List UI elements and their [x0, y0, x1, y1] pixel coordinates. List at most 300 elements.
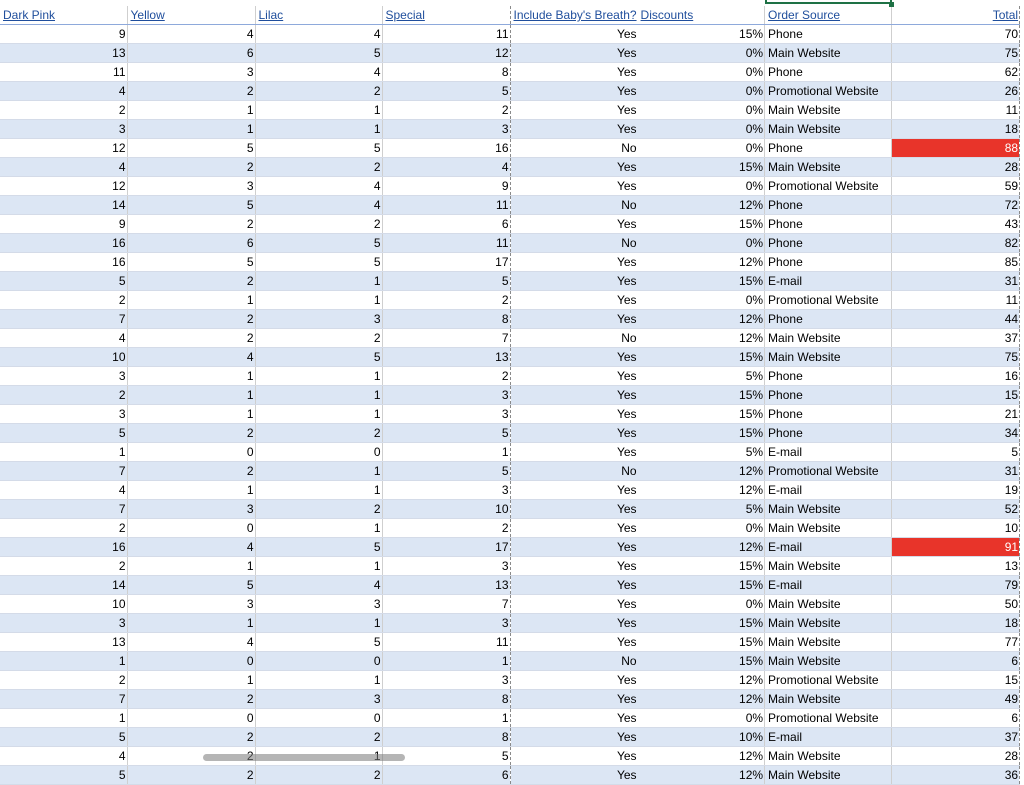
- cell-include-babys-breath[interactable]: Yes: [510, 766, 638, 785]
- cell-total[interactable]: 10: [892, 519, 1020, 538]
- cell-order-source[interactable]: Main Website: [765, 747, 892, 766]
- cell-discounts[interactable]: 12%: [638, 538, 765, 557]
- cell-yellow[interactable]: 2: [127, 158, 255, 177]
- cell-lilac[interactable]: 5: [255, 234, 382, 253]
- cell-discounts[interactable]: 15%: [638, 215, 765, 234]
- cell-total[interactable]: 18: [892, 614, 1020, 633]
- cell-dark-pink[interactable]: 14: [0, 196, 127, 215]
- cell-total[interactable]: 37: [892, 728, 1020, 747]
- cell-include-babys-breath[interactable]: Yes: [510, 386, 638, 405]
- cell-dark-pink[interactable]: 10: [0, 595, 127, 614]
- cell-special[interactable]: 11: [382, 234, 510, 253]
- cell-dark-pink[interactable]: 12: [0, 177, 127, 196]
- cell-include-babys-breath[interactable]: Yes: [510, 557, 638, 576]
- horizontal-scrollbar[interactable]: [203, 754, 405, 761]
- cell-total[interactable]: 77: [892, 633, 1020, 652]
- cell-special[interactable]: 6: [382, 215, 510, 234]
- cell-include-babys-breath[interactable]: No: [510, 139, 638, 158]
- cell-lilac[interactable]: 4: [255, 63, 382, 82]
- cell-yellow[interactable]: 1: [127, 481, 255, 500]
- cell-lilac[interactable]: 2: [255, 158, 382, 177]
- cell-dark-pink[interactable]: 9: [0, 215, 127, 234]
- cell-order-source[interactable]: Main Website: [765, 120, 892, 139]
- cell-special[interactable]: 5: [382, 424, 510, 443]
- cell-special[interactable]: 3: [382, 614, 510, 633]
- cell-include-babys-breath[interactable]: Yes: [510, 101, 638, 120]
- cell-include-babys-breath[interactable]: Yes: [510, 367, 638, 386]
- header-yellow[interactable]: Yellow: [127, 6, 255, 25]
- cell-total[interactable]: 15: [892, 386, 1020, 405]
- cell-include-babys-breath[interactable]: No: [510, 329, 638, 348]
- cell-lilac[interactable]: 2: [255, 500, 382, 519]
- cell-dark-pink[interactable]: 4: [0, 82, 127, 101]
- cell-special[interactable]: 8: [382, 690, 510, 709]
- cell-order-source[interactable]: Main Website: [765, 348, 892, 367]
- cell-include-babys-breath[interactable]: Yes: [510, 405, 638, 424]
- cell-total[interactable]: 50: [892, 595, 1020, 614]
- cell-order-source[interactable]: E-mail: [765, 272, 892, 291]
- cell-include-babys-breath[interactable]: Yes: [510, 215, 638, 234]
- cell-include-babys-breath[interactable]: Yes: [510, 481, 638, 500]
- cell-order-source[interactable]: Promotional Website: [765, 82, 892, 101]
- cell-special[interactable]: 13: [382, 576, 510, 595]
- cell-lilac[interactable]: 1: [255, 101, 382, 120]
- header-lilac[interactable]: Lilac: [255, 6, 382, 25]
- cell-order-source[interactable]: Main Website: [765, 329, 892, 348]
- cell-discounts[interactable]: 12%: [638, 462, 765, 481]
- cell-special[interactable]: 11: [382, 25, 510, 44]
- cell-include-babys-breath[interactable]: Yes: [510, 690, 638, 709]
- cell-order-source[interactable]: Phone: [765, 139, 892, 158]
- cell-discounts[interactable]: 15%: [638, 652, 765, 671]
- cell-order-source[interactable]: Main Website: [765, 595, 892, 614]
- cell-order-source[interactable]: Promotional Website: [765, 671, 892, 690]
- cell-include-babys-breath[interactable]: Yes: [510, 519, 638, 538]
- cell-include-babys-breath[interactable]: Yes: [510, 633, 638, 652]
- cell-yellow[interactable]: 1: [127, 671, 255, 690]
- cell-lilac[interactable]: 2: [255, 215, 382, 234]
- cell-dark-pink[interactable]: 4: [0, 329, 127, 348]
- cell-discounts[interactable]: 15%: [638, 557, 765, 576]
- cell-yellow[interactable]: 2: [127, 272, 255, 291]
- cell-special[interactable]: 2: [382, 519, 510, 538]
- cell-total[interactable]: 26: [892, 82, 1020, 101]
- cell-discounts[interactable]: 0%: [638, 234, 765, 253]
- cell-special[interactable]: 13: [382, 348, 510, 367]
- cell-yellow[interactable]: 1: [127, 386, 255, 405]
- header-discounts[interactable]: Discounts: [638, 6, 765, 25]
- cell-dark-pink[interactable]: 5: [0, 272, 127, 291]
- cell-discounts[interactable]: 15%: [638, 405, 765, 424]
- cell-yellow[interactable]: 2: [127, 82, 255, 101]
- cell-include-babys-breath[interactable]: Yes: [510, 348, 638, 367]
- cell-special[interactable]: 1: [382, 709, 510, 728]
- cell-order-source[interactable]: Main Website: [765, 557, 892, 576]
- cell-discounts[interactable]: 12%: [638, 766, 765, 785]
- cell-dark-pink[interactable]: 1: [0, 709, 127, 728]
- cell-special[interactable]: 3: [382, 386, 510, 405]
- cell-yellow[interactable]: 4: [127, 348, 255, 367]
- cell-yellow[interactable]: 1: [127, 405, 255, 424]
- cell-lilac[interactable]: 4: [255, 25, 382, 44]
- cell-total[interactable]: 19: [892, 481, 1020, 500]
- cell-yellow[interactable]: 3: [127, 595, 255, 614]
- cell-yellow[interactable]: 1: [127, 614, 255, 633]
- cell-special[interactable]: 5: [382, 747, 510, 766]
- cell-lilac[interactable]: 2: [255, 728, 382, 747]
- cell-yellow[interactable]: 0: [127, 443, 255, 462]
- cell-dark-pink[interactable]: 12: [0, 139, 127, 158]
- cell-dark-pink[interactable]: 13: [0, 44, 127, 63]
- cell-yellow[interactable]: 2: [127, 462, 255, 481]
- cell-dark-pink[interactable]: 4: [0, 158, 127, 177]
- cell-lilac[interactable]: 3: [255, 690, 382, 709]
- cell-order-source[interactable]: Phone: [765, 405, 892, 424]
- cell-special[interactable]: 11: [382, 196, 510, 215]
- header-dark-pink[interactable]: Dark Pink: [0, 6, 127, 25]
- cell-special[interactable]: 8: [382, 310, 510, 329]
- cell-total[interactable]: 91: [892, 538, 1020, 557]
- cell-discounts[interactable]: 0%: [638, 595, 765, 614]
- cell-include-babys-breath[interactable]: Yes: [510, 595, 638, 614]
- cell-dark-pink[interactable]: 16: [0, 253, 127, 272]
- cell-total[interactable]: 85: [892, 253, 1020, 272]
- cell-special[interactable]: 4: [382, 158, 510, 177]
- cell-lilac[interactable]: 1: [255, 120, 382, 139]
- cell-order-source[interactable]: Phone: [765, 386, 892, 405]
- cell-include-babys-breath[interactable]: Yes: [510, 424, 638, 443]
- cell-special[interactable]: 12: [382, 44, 510, 63]
- cell-order-source[interactable]: Phone: [765, 25, 892, 44]
- cell-include-babys-breath[interactable]: Yes: [510, 25, 638, 44]
- cell-total[interactable]: 11: [892, 291, 1020, 310]
- cell-order-source[interactable]: Phone: [765, 310, 892, 329]
- cell-dark-pink[interactable]: 1: [0, 443, 127, 462]
- cell-yellow[interactable]: 5: [127, 139, 255, 158]
- cell-include-babys-breath[interactable]: Yes: [510, 500, 638, 519]
- cell-special[interactable]: 9: [382, 177, 510, 196]
- cell-total[interactable]: 15: [892, 671, 1020, 690]
- cell-discounts[interactable]: 12%: [638, 310, 765, 329]
- cell-order-source[interactable]: Main Website: [765, 614, 892, 633]
- cell-total[interactable]: 72: [892, 196, 1020, 215]
- cell-order-source[interactable]: E-mail: [765, 538, 892, 557]
- cell-order-source[interactable]: Promotional Website: [765, 462, 892, 481]
- cell-dark-pink[interactable]: 14: [0, 576, 127, 595]
- cell-lilac[interactable]: 1: [255, 557, 382, 576]
- cell-dark-pink[interactable]: 11: [0, 63, 127, 82]
- cell-order-source[interactable]: E-mail: [765, 443, 892, 462]
- cell-lilac[interactable]: 1: [255, 272, 382, 291]
- cell-discounts[interactable]: 12%: [638, 690, 765, 709]
- cell-discounts[interactable]: 15%: [638, 348, 765, 367]
- cell-order-source[interactable]: Main Website: [765, 158, 892, 177]
- cell-include-babys-breath[interactable]: Yes: [510, 272, 638, 291]
- cell-yellow[interactable]: 3: [127, 63, 255, 82]
- cell-special[interactable]: 3: [382, 671, 510, 690]
- cell-lilac[interactable]: 4: [255, 177, 382, 196]
- cell-order-source[interactable]: Main Website: [765, 652, 892, 671]
- cell-yellow[interactable]: 2: [127, 766, 255, 785]
- cell-total[interactable]: 6: [892, 652, 1020, 671]
- cell-discounts[interactable]: 15%: [638, 386, 765, 405]
- cell-order-source[interactable]: Phone: [765, 253, 892, 272]
- cell-special[interactable]: 10: [382, 500, 510, 519]
- cell-order-source[interactable]: Phone: [765, 367, 892, 386]
- cell-order-source[interactable]: Promotional Website: [765, 291, 892, 310]
- cell-yellow[interactable]: 5: [127, 253, 255, 272]
- header-order-source[interactable]: Order Source: [765, 6, 892, 25]
- cell-include-babys-breath[interactable]: Yes: [510, 614, 638, 633]
- cell-total[interactable]: 34: [892, 424, 1020, 443]
- cell-dark-pink[interactable]: 16: [0, 538, 127, 557]
- cell-discounts[interactable]: 0%: [638, 177, 765, 196]
- cell-discounts[interactable]: 5%: [638, 367, 765, 386]
- cell-special[interactable]: 1: [382, 652, 510, 671]
- cell-special[interactable]: 16: [382, 139, 510, 158]
- cell-yellow[interactable]: 2: [127, 728, 255, 747]
- cell-yellow[interactable]: 4: [127, 25, 255, 44]
- cell-dark-pink[interactable]: 2: [0, 671, 127, 690]
- cell-yellow[interactable]: 1: [127, 291, 255, 310]
- cell-special[interactable]: 17: [382, 253, 510, 272]
- cell-dark-pink[interactable]: 2: [0, 386, 127, 405]
- cell-special[interactable]: 3: [382, 557, 510, 576]
- cell-include-babys-breath[interactable]: Yes: [510, 253, 638, 272]
- cell-order-source[interactable]: Phone: [765, 215, 892, 234]
- cell-lilac[interactable]: 1: [255, 614, 382, 633]
- cell-include-babys-breath[interactable]: Yes: [510, 310, 638, 329]
- header-special[interactable]: Special: [382, 6, 510, 25]
- cell-order-source[interactable]: Main Website: [765, 44, 892, 63]
- cell-special[interactable]: 2: [382, 291, 510, 310]
- cell-yellow[interactable]: 1: [127, 367, 255, 386]
- cell-special[interactable]: 3: [382, 481, 510, 500]
- cell-include-babys-breath[interactable]: Yes: [510, 671, 638, 690]
- cell-discounts[interactable]: 12%: [638, 671, 765, 690]
- cell-discounts[interactable]: 12%: [638, 329, 765, 348]
- cell-dark-pink[interactable]: 3: [0, 405, 127, 424]
- cell-yellow[interactable]: 6: [127, 44, 255, 63]
- cell-include-babys-breath[interactable]: Yes: [510, 709, 638, 728]
- cell-total[interactable]: 75: [892, 348, 1020, 367]
- cell-yellow[interactable]: 0: [127, 652, 255, 671]
- cell-special[interactable]: 6: [382, 766, 510, 785]
- cell-yellow[interactable]: 2: [127, 690, 255, 709]
- cell-special[interactable]: 3: [382, 120, 510, 139]
- cell-yellow[interactable]: 1: [127, 101, 255, 120]
- cell-dark-pink[interactable]: 7: [0, 310, 127, 329]
- cell-lilac[interactable]: 1: [255, 671, 382, 690]
- cell-yellow[interactable]: 3: [127, 500, 255, 519]
- cell-lilac[interactable]: 5: [255, 633, 382, 652]
- cell-special[interactable]: 17: [382, 538, 510, 557]
- cell-discounts[interactable]: 0%: [638, 519, 765, 538]
- cell-discounts[interactable]: 0%: [638, 44, 765, 63]
- cell-special[interactable]: 5: [382, 462, 510, 481]
- cell-yellow[interactable]: 0: [127, 519, 255, 538]
- cell-include-babys-breath[interactable]: Yes: [510, 82, 638, 101]
- header-total[interactable]: Total: [892, 6, 1020, 25]
- cell-dark-pink[interactable]: 13: [0, 633, 127, 652]
- cell-total[interactable]: 88: [892, 139, 1020, 158]
- cell-discounts[interactable]: 5%: [638, 500, 765, 519]
- cell-special[interactable]: 3: [382, 405, 510, 424]
- cell-total[interactable]: 82: [892, 234, 1020, 253]
- cell-order-source[interactable]: Phone: [765, 424, 892, 443]
- cell-lilac[interactable]: 2: [255, 766, 382, 785]
- cell-lilac[interactable]: 1: [255, 519, 382, 538]
- cell-lilac[interactable]: 1: [255, 481, 382, 500]
- cell-dark-pink[interactable]: 16: [0, 234, 127, 253]
- cell-special[interactable]: 2: [382, 101, 510, 120]
- cell-include-babys-breath[interactable]: Yes: [510, 747, 638, 766]
- cell-special[interactable]: 7: [382, 329, 510, 348]
- cell-include-babys-breath[interactable]: Yes: [510, 728, 638, 747]
- cell-total[interactable]: 16: [892, 367, 1020, 386]
- cell-discounts[interactable]: 12%: [638, 253, 765, 272]
- cell-total[interactable]: 21: [892, 405, 1020, 424]
- cell-dark-pink[interactable]: 2: [0, 519, 127, 538]
- cell-lilac[interactable]: 1: [255, 462, 382, 481]
- cell-yellow[interactable]: 5: [127, 576, 255, 595]
- cell-discounts[interactable]: 0%: [638, 709, 765, 728]
- cell-dark-pink[interactable]: 5: [0, 424, 127, 443]
- cell-dark-pink[interactable]: 2: [0, 557, 127, 576]
- cell-total[interactable]: 31: [892, 272, 1020, 291]
- cell-special[interactable]: 2: [382, 367, 510, 386]
- cell-total[interactable]: 43: [892, 215, 1020, 234]
- cell-yellow[interactable]: 2: [127, 329, 255, 348]
- cell-discounts[interactable]: 15%: [638, 424, 765, 443]
- cell-yellow[interactable]: 2: [127, 215, 255, 234]
- cell-lilac[interactable]: 1: [255, 405, 382, 424]
- cell-yellow[interactable]: 6: [127, 234, 255, 253]
- cell-dark-pink[interactable]: 7: [0, 462, 127, 481]
- cell-lilac[interactable]: 0: [255, 709, 382, 728]
- cell-lilac[interactable]: 0: [255, 652, 382, 671]
- cell-include-babys-breath[interactable]: Yes: [510, 44, 638, 63]
- cell-order-source[interactable]: Main Website: [765, 101, 892, 120]
- cell-special[interactable]: 11: [382, 633, 510, 652]
- cell-discounts[interactable]: 0%: [638, 82, 765, 101]
- cell-include-babys-breath[interactable]: Yes: [510, 291, 638, 310]
- cell-order-source[interactable]: Promotional Website: [765, 177, 892, 196]
- cell-total[interactable]: 31: [892, 462, 1020, 481]
- cell-total[interactable]: 28: [892, 158, 1020, 177]
- cell-special[interactable]: 8: [382, 728, 510, 747]
- cell-include-babys-breath[interactable]: No: [510, 462, 638, 481]
- cell-lilac[interactable]: 5: [255, 139, 382, 158]
- cell-include-babys-breath[interactable]: No: [510, 196, 638, 215]
- cell-lilac[interactable]: 4: [255, 196, 382, 215]
- cell-dark-pink[interactable]: 1: [0, 652, 127, 671]
- cell-discounts[interactable]: 12%: [638, 196, 765, 215]
- cell-discounts[interactable]: 0%: [638, 120, 765, 139]
- cell-dark-pink[interactable]: 2: [0, 291, 127, 310]
- cell-yellow[interactable]: 2: [127, 424, 255, 443]
- cell-special[interactable]: 8: [382, 63, 510, 82]
- cell-discounts[interactable]: 15%: [638, 25, 765, 44]
- cell-order-source[interactable]: Promotional Website: [765, 709, 892, 728]
- cell-lilac[interactable]: 2: [255, 424, 382, 443]
- cell-discounts[interactable]: 15%: [638, 158, 765, 177]
- cell-dark-pink[interactable]: 4: [0, 481, 127, 500]
- cell-include-babys-breath[interactable]: No: [510, 234, 638, 253]
- cell-dark-pink[interactable]: 4: [0, 747, 127, 766]
- cell-order-source[interactable]: Main Website: [765, 690, 892, 709]
- cell-yellow[interactable]: 1: [127, 557, 255, 576]
- cell-lilac[interactable]: 4: [255, 576, 382, 595]
- cell-discounts[interactable]: 0%: [638, 63, 765, 82]
- cell-discounts[interactable]: 5%: [638, 443, 765, 462]
- cell-order-source[interactable]: E-mail: [765, 576, 892, 595]
- cell-total[interactable]: 18: [892, 120, 1020, 139]
- cell-special[interactable]: 1: [382, 443, 510, 462]
- cell-total[interactable]: 37: [892, 329, 1020, 348]
- cell-order-source[interactable]: Main Website: [765, 633, 892, 652]
- cell-lilac[interactable]: 5: [255, 253, 382, 272]
- cell-discounts[interactable]: 15%: [638, 614, 765, 633]
- cell-total[interactable]: 62: [892, 63, 1020, 82]
- cell-yellow[interactable]: 1: [127, 120, 255, 139]
- cell-yellow[interactable]: 4: [127, 538, 255, 557]
- cell-discounts[interactable]: 12%: [638, 747, 765, 766]
- cell-dark-pink[interactable]: 9: [0, 25, 127, 44]
- cell-total[interactable]: 6: [892, 709, 1020, 728]
- cell-order-source[interactable]: Main Website: [765, 500, 892, 519]
- cell-discounts[interactable]: 15%: [638, 576, 765, 595]
- cell-lilac[interactable]: 5: [255, 538, 382, 557]
- cell-order-source[interactable]: Phone: [765, 234, 892, 253]
- cell-total[interactable]: 79: [892, 576, 1020, 595]
- cell-include-babys-breath[interactable]: No: [510, 652, 638, 671]
- cell-lilac[interactable]: 1: [255, 367, 382, 386]
- cell-order-source[interactable]: Phone: [765, 63, 892, 82]
- cell-total[interactable]: 44: [892, 310, 1020, 329]
- cell-total[interactable]: 13: [892, 557, 1020, 576]
- cell-include-babys-breath[interactable]: Yes: [510, 538, 638, 557]
- cell-dark-pink[interactable]: 3: [0, 367, 127, 386]
- cell-total[interactable]: 75: [892, 44, 1020, 63]
- cell-special[interactable]: 7: [382, 595, 510, 614]
- cell-order-source[interactable]: Phone: [765, 196, 892, 215]
- cell-discounts[interactable]: 0%: [638, 291, 765, 310]
- cell-order-source[interactable]: Main Website: [765, 766, 892, 785]
- header-include-babys-breath[interactable]: Include Baby's Breath?: [510, 6, 638, 25]
- cell-total[interactable]: 52: [892, 500, 1020, 519]
- cell-total[interactable]: 11: [892, 101, 1020, 120]
- cell-lilac[interactable]: 5: [255, 348, 382, 367]
- cell-lilac[interactable]: 1: [255, 291, 382, 310]
- cell-dark-pink[interactable]: 7: [0, 690, 127, 709]
- cell-discounts[interactable]: 0%: [638, 101, 765, 120]
- cell-dark-pink[interactable]: 7: [0, 500, 127, 519]
- cell-lilac[interactable]: 5: [255, 44, 382, 63]
- cell-yellow[interactable]: 3: [127, 177, 255, 196]
- cell-include-babys-breath[interactable]: Yes: [510, 177, 638, 196]
- cell-include-babys-breath[interactable]: Yes: [510, 120, 638, 139]
- cell-special[interactable]: 5: [382, 82, 510, 101]
- cell-include-babys-breath[interactable]: Yes: [510, 158, 638, 177]
- cell-discounts[interactable]: 15%: [638, 633, 765, 652]
- cell-dark-pink[interactable]: 3: [0, 120, 127, 139]
- cell-yellow[interactable]: 4: [127, 633, 255, 652]
- cell-dark-pink[interactable]: 5: [0, 728, 127, 747]
- cell-total[interactable]: 36: [892, 766, 1020, 785]
- cell-discounts[interactable]: 15%: [638, 272, 765, 291]
- cell-discounts[interactable]: 12%: [638, 481, 765, 500]
